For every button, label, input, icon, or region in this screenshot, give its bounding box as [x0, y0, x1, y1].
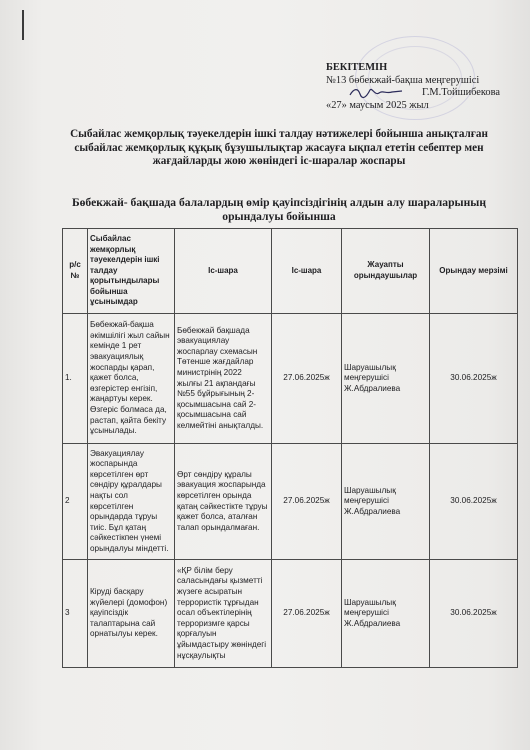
row-num: 1.: [63, 314, 88, 444]
row-date: 27.06.2025ж: [272, 314, 342, 444]
row-deadline: 30.06.2025ж: [430, 314, 518, 444]
row-action: «ҚР білім беру саласындағы қызметті жүзеге асыратын террористік тұрғыдан осал объектілерінің терроризмге қарсы қорғалуын ұйымдастыру жөніндегі нұсқаулықты: [175, 560, 272, 668]
page-edge-mark: [22, 10, 24, 40]
row-num: 2: [63, 444, 88, 560]
header-action-2: Іс-шара: [272, 229, 342, 314]
row-responsible: Шаруашылық меңгерушісі Ж.Абдралиева: [342, 314, 430, 444]
table-row: [63, 560, 518, 668]
document-subtitle: Бөбекжай- бақшада балалардың өмір қауіпсіздігінің алдын алу шараларының орындалуы бойынша: [71, 196, 487, 223]
action-plan-table: [62, 228, 518, 668]
row-action: Өрт сөндіру құралы эвакуация жоспарында көрсетілген орында қатаң сәйкестікте тұруы қажет болса, аталған талап орындалмаған.: [175, 444, 272, 560]
row-responsible: Шаруашылық меңгерушісі Ж.Абдралиева: [342, 444, 430, 560]
header-deadline: Орындау мерзімі: [430, 229, 518, 314]
approval-name: Г.М.Тойшибекова: [422, 87, 501, 99]
header-responsible: Жауапты орындаушылар: [342, 229, 430, 314]
row-date: 27.06.2025ж: [272, 560, 342, 668]
document-title: Сыбайлас жемқорлық тәуекелдерін ішкі талдау нәтижелері бойынша анықталған сыбайлас жемқорлық құқық бұзушылықтар жасауға ықпал ететін себептер мен жағдайларды жою жөніндегі іс-шаралар жоспары: [70, 128, 488, 168]
approval-position: №13 бөбекжай-бақша меңгерушісі: [326, 74, 480, 86]
approval-title: БЕКІТЕМІН: [326, 62, 388, 73]
header-action-1: Іс-шара: [175, 229, 272, 314]
signature: [348, 84, 404, 100]
row-date: 27.06.2025ж: [272, 444, 342, 560]
row-deadline: 30.06.2025ж: [430, 560, 518, 668]
approval-date: «27» маусым 2025 жыл: [326, 99, 429, 111]
row-recommendation: Эвакуациялау жоспарында көрсетілген өрт сөндіру құралдары нақты сол көрсетілген орындарда тұруы тиіс. Бұл қатаң сәйкестікпен үнемі орындалуы міндетті.: [88, 444, 175, 560]
header-num: р/с №: [63, 229, 88, 314]
table-row: [63, 314, 518, 444]
row-recommendation: Бөбекжай-бақша әкімшілігі жыл сайын кемінде 1 рет эвакуациялық жоспарды қарап, қажет болса, өзгерістер енгізіп, жаңартуы керек. Өзгеріс болмаса да, растап, қайта бекіту ұсынылады.: [88, 314, 175, 444]
table-header-row: [63, 229, 518, 314]
row-num: 3: [63, 560, 88, 668]
row-recommendation: Кіруді басқару жүйелері (домофон) қауіпсіздік талаптарына сай орнатылуы керек.: [88, 560, 175, 668]
table-row: [63, 444, 518, 560]
row-deadline: 30.06.2025ж: [430, 444, 518, 560]
row-action: Бөбекжай бақшада эвакуациялау жоспарлау схемасын Төтенше жағдайлар министрінің 2022 жылғы 21 ақпандағы №55 бұйрығының 2-қосымшасына сай 2-қосымшасына сай келмейтіні анықталды.: [175, 314, 272, 444]
header-recommendation: Сыбайлас жемқорлық тәуекелдерін ішкі талдау қорытындылары бойынша ұсынымдар: [88, 229, 175, 314]
row-responsible: Шаруашылық меңгерушісі Ж.Абдралиева: [342, 560, 430, 668]
